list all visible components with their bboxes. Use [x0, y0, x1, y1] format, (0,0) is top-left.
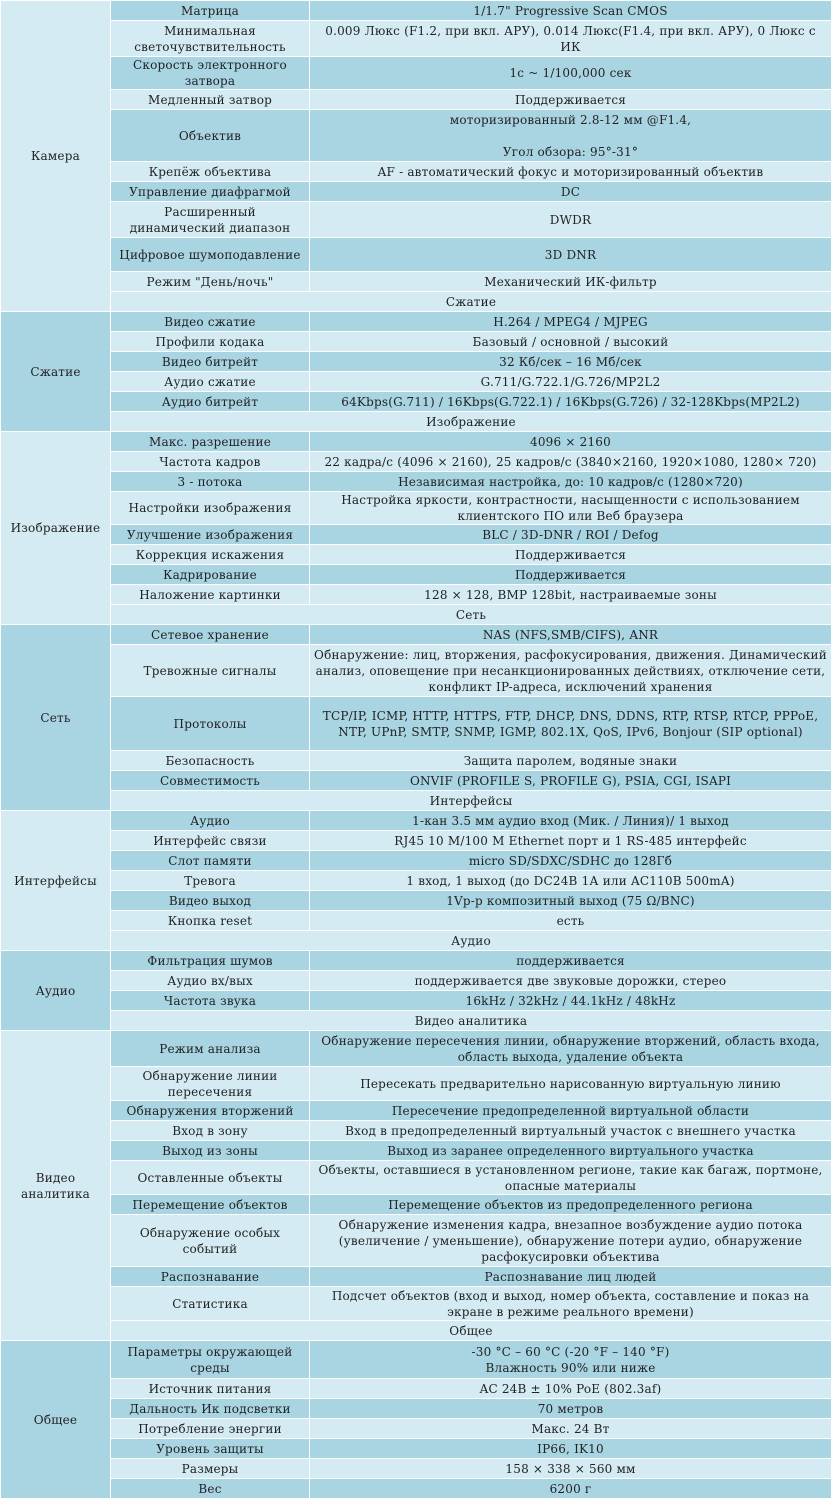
section-header: Сжатие [111, 292, 831, 312]
spec-value: Защита паролем, водяные знаки [310, 751, 831, 771]
spec-value: Обнаружение: лиц, вторжения, расфокусирования, движения. Динамический анализ, оповещение при несанкционированных действиях, отключение сети, конфликт IP-адреса, исключений хранения [310, 645, 831, 697]
spec-row [1, 1141, 831, 1161]
spec-value: Поддерживается [310, 565, 831, 585]
spec-name: Крепёж объектива [111, 162, 310, 182]
spec-name: Матрица [111, 1, 310, 21]
section-header: Видео аналитика [111, 1011, 831, 1031]
spec-value: TCP/IP, ICMP, HTTP, HTTPS, FTP, DHCP, DNS, DDNS, RTP, RTSP, RTCP, PPPoE, NTP, UPnP, SMTP, SNMP, IGMP, 802.1X, QoS, IPv6, Bonjour (SIP optional) [310, 697, 831, 751]
spec-name: Тревожные сигналы [111, 645, 310, 697]
spec-name: Управление диафрагмой [111, 182, 310, 202]
spec-name: Видео битрейт [111, 352, 310, 372]
spec-name: Обнаружения вторжений [111, 1101, 310, 1121]
section-header-row [1, 412, 831, 432]
spec-name: Уровень защиты [111, 1439, 310, 1459]
spec-value: Механический ИК-фильтр [310, 272, 831, 292]
spec-name: Профили кодака [111, 332, 310, 352]
spec-row [1, 492, 831, 525]
spec-row [1, 525, 831, 545]
spec-value: micro SD/SDXC/SDHC до 128Гб [310, 851, 831, 871]
spec-value: Объекты, оставшиеся в установленном регионе, такие как багаж, портмоне, опасные материалы [310, 1161, 831, 1195]
spec-name: Слот памяти [111, 851, 310, 871]
spec-name: Улучшение изображения [111, 525, 310, 545]
spec-value: DWDR [310, 202, 831, 238]
spec-name: Тревога [111, 871, 310, 891]
section-header-row [1, 292, 831, 312]
spec-value: Настройка яркости, контрастности, насыщенности с использованием клиентского ПО или Веб браузера [310, 492, 831, 525]
spec-name: Протоколы [111, 697, 310, 751]
spec-row [1, 57, 831, 90]
spec-row [1, 871, 831, 891]
spec-value: моторизированный 2.8-12 мм @F1.4, Угол обзора: 95°-31° [310, 110, 831, 162]
section-category: Сжатие [1, 312, 111, 432]
spec-name: Безопасность [111, 751, 310, 771]
spec-value: ONVIF (PROFILE S, PROFILE G), PSIA, CGI, ISAPI [310, 771, 831, 791]
spec-row [1, 1161, 831, 1195]
section-category: Интерфейсы [1, 811, 111, 951]
spec-row [1, 565, 831, 585]
spec-row [1, 182, 831, 202]
spec-name: 3 - потока [111, 472, 310, 492]
spec-row [1, 1479, 831, 1499]
spec-value: есть [310, 911, 831, 931]
spec-name: Настройки изображения [111, 492, 310, 525]
spec-row [1, 1341, 831, 1379]
spec-row [1, 585, 831, 605]
spec-name: Обнаружение особых событий [111, 1215, 310, 1267]
spec-name: Размеры [111, 1459, 310, 1479]
spec-row [1, 891, 831, 911]
spec-name: Видео сжатие [111, 312, 310, 332]
spec-value: поддерживается две звуковые дорожки, стерео [310, 971, 831, 991]
spec-row [1, 851, 831, 871]
section-header-row [1, 931, 831, 951]
spec-row [1, 1379, 831, 1399]
section-category: Видео аналитика [1, 1031, 111, 1341]
spec-value: 32 Кб/сек – 16 Мб/сек [310, 352, 831, 372]
section-header: Аудио [111, 931, 831, 951]
section-header-row [1, 1321, 831, 1341]
section-category: Камера [1, 1, 111, 312]
spec-value: -30 °C – 60 °C (-20 °F – 140 °F) Влажность 90% или ниже [310, 1341, 831, 1379]
section-category: Сеть [1, 625, 111, 811]
spec-name: Частота звука [111, 991, 310, 1011]
spec-row [1, 1195, 831, 1215]
spec-row [1, 312, 831, 332]
spec-name: Вес [111, 1479, 310, 1499]
spec-row [1, 1067, 831, 1101]
spec-name: Вход в зону [111, 1121, 310, 1141]
spec-row [1, 1267, 831, 1287]
section-header: Общее [111, 1321, 831, 1341]
spec-name: Оставленные объекты [111, 1161, 310, 1195]
spec-row [1, 352, 831, 372]
spec-name: Распознавание [111, 1267, 310, 1287]
spec-row [1, 162, 831, 182]
spec-row [1, 545, 831, 565]
spec-value: Независимая настройка, до: 10 кадров/с (1280×720) [310, 472, 831, 492]
spec-name: Потребление энергии [111, 1419, 310, 1439]
spec-row [1, 991, 831, 1011]
spec-row [1, 1031, 831, 1067]
spec-name: Интерфейс связи [111, 831, 310, 851]
spec-row [1, 272, 831, 292]
spec-row [1, 1215, 831, 1267]
spec-row [1, 751, 831, 771]
spec-name: Выход из зоны [111, 1141, 310, 1161]
spec-name: Скорость электронного затвора [111, 57, 310, 90]
spec-name: Сетевое хранение [111, 625, 310, 645]
spec-row [1, 645, 831, 697]
spec-row [1, 971, 831, 991]
spec-row [1, 811, 831, 831]
spec-value: Распознавание лиц людей [310, 1267, 831, 1287]
spec-value: 1/1.7" Progressive Scan CMOS [310, 1, 831, 21]
spec-name: Коррекция искажения [111, 545, 310, 565]
spec-value: G.711/G.722.1/G.726/MP2L2 [310, 372, 831, 392]
spec-row [1, 1459, 831, 1479]
spec-row [1, 452, 831, 472]
spec-name: Аудио [111, 811, 310, 831]
spec-value: Выход из заранее определенного виртуального участка [310, 1141, 831, 1161]
section-header-row [1, 791, 831, 811]
spec-name: Аудио битрейт [111, 392, 310, 412]
spec-value: 16kHz / 32kHz / 44.1kHz / 48kHz [310, 991, 831, 1011]
section-header: Изображение [111, 412, 831, 432]
spec-row [1, 625, 831, 645]
spec-value: RJ45 10 M/100 M Ethernet порт и 1 RS-485 интерфейс [310, 831, 831, 851]
spec-row [1, 1287, 831, 1321]
spec-value: NAS (NFS,SMB/CIFS), ANR [310, 625, 831, 645]
spec-name: Расширенный динамический диапазон [111, 202, 310, 238]
spec-row [1, 238, 831, 272]
spec-row [1, 951, 831, 971]
spec-row [1, 21, 831, 57]
spec-value: H.264 / MPEG4 / MJPEG [310, 312, 831, 332]
spec-value: Обнаружение пересечения линии, обнаружение вторжений, область входа, область выхода, удаление объекта [310, 1031, 831, 1067]
spec-row [1, 771, 831, 791]
spec-name: Кнопка reset [111, 911, 310, 931]
spec-row [1, 1, 831, 21]
spec-value: Обнаружение изменения кадра, внезапное возбуждение аудио потока (увеличение / уменьшение), обнаружение потери аудио, обнаружение расфокусировки объектива [310, 1215, 831, 1267]
spec-row [1, 1399, 831, 1419]
spec-row [1, 911, 831, 931]
section-header-row [1, 1011, 831, 1031]
spec-name: Аудио вх/вых [111, 971, 310, 991]
spec-name: Перемещение объектов [111, 1195, 310, 1215]
spec-value: AF - автоматический фокус и моторизированный объектив [310, 162, 831, 182]
spec-value: IP66, IK10 [310, 1439, 831, 1459]
spec-value: BLC / 3D-DNR / ROI / Defog [310, 525, 831, 545]
section-header-row [1, 605, 831, 625]
spec-row [1, 90, 831, 110]
spec-value: 1с ~ 1/100,000 сек [310, 57, 831, 90]
spec-value: Подсчет объектов (вход и выход, номер объекта, составление и показ на экране в режиме реального времени) [310, 1287, 831, 1321]
spec-value: Поддерживается [310, 90, 831, 110]
spec-row [1, 472, 831, 492]
section-category: Общее [1, 1341, 111, 1499]
spec-row [1, 697, 831, 751]
spec-value: Перемещение объектов из предопределенного региона [310, 1195, 831, 1215]
spec-row [1, 332, 831, 352]
spec-name: Макс. разрешение [111, 432, 310, 452]
spec-name: Режим анализа [111, 1031, 310, 1067]
spec-value: 22 кадра/с (4096 × 2160), 25 кадров/с (3840×2160, 1920×1080, 1280× 720) [310, 452, 831, 472]
section-category: Изображение [1, 432, 111, 625]
spec-name: Дальность Ик подсветки [111, 1399, 310, 1419]
spec-name: Частота кадров [111, 452, 310, 472]
section-header: Сеть [111, 605, 831, 625]
spec-name: Аудио сжатие [111, 372, 310, 392]
spec-value: 70 метров [310, 1399, 831, 1419]
spec-value: 1-кан 3.5 мм аудио вход (Мик. / Линия)/ 1 выход [310, 811, 831, 831]
spec-name: Фильтрация шумов [111, 951, 310, 971]
spec-row [1, 831, 831, 851]
spec-name: Источник питания [111, 1379, 310, 1399]
spec-row [1, 372, 831, 392]
spec-value: Пересечение предопределенной виртуальной области [310, 1101, 831, 1121]
spec-value: Базовый / основной / высокий [310, 332, 831, 352]
spec-row [1, 1101, 831, 1121]
spec-row [1, 110, 831, 162]
spec-row [1, 432, 831, 452]
spec-name: Видео выход [111, 891, 310, 911]
spec-name: Совместимость [111, 771, 310, 791]
spec-name: Статистика [111, 1287, 310, 1321]
spec-table-body [1, 1, 831, 1499]
spec-name: Режим "День/ночь" [111, 272, 310, 292]
spec-value: 158 × 338 × 560 мм [310, 1459, 831, 1479]
spec-name: Цифровое шумоподавление [111, 238, 310, 272]
spec-value: 6200 г [310, 1479, 831, 1499]
spec-name: Объектив [111, 110, 310, 162]
spec-name: Кадрирование [111, 565, 310, 585]
spec-value: поддерживается [310, 951, 831, 971]
spec-row [1, 392, 831, 412]
spec-value: Поддерживается [310, 545, 831, 565]
section-header: Интерфейсы [111, 791, 831, 811]
section-category: Аудио [1, 951, 111, 1031]
spec-value: AC 24В ± 10% PoE (802.3af) [310, 1379, 831, 1399]
spec-value: 64Kbps(G.711) / 16Kbps(G.722.1) / 16Kbps(G.726) / 32-128Kbps(MP2L2) [310, 392, 831, 412]
spec-row [1, 202, 831, 238]
spec-value: 0.009 Люкс (F1.2, при вкл. АРУ), 0.014 Люкс(F1.4, при вкл. АРУ), 0 Люкс с ИК [310, 21, 831, 57]
spec-row [1, 1419, 831, 1439]
spec-value: Пересекать предварительно нарисованную виртуальную линию [310, 1067, 831, 1101]
spec-name: Наложение картинки [111, 585, 310, 605]
spec-value: 128 × 128, BMP 128bit, настраиваемые зоны [310, 585, 831, 605]
spec-value: 1 вход, 1 выход (до DC24В 1А или AC110В 500mA) [310, 871, 831, 891]
spec-name: Обнаружение линии пересечения [111, 1067, 310, 1101]
spec-value: DC [310, 182, 831, 202]
spec-name: Медленный затвор [111, 90, 310, 110]
spec-value: Макс. 24 Вт [310, 1419, 831, 1439]
spec-row [1, 1121, 831, 1141]
spec-value: 3D DNR [310, 238, 831, 272]
spec-name: Минимальная светочувствительность [111, 21, 310, 57]
spec-row [1, 1439, 831, 1459]
spec-value: Вход в предопределенный виртуальный участок с внешнего участка [310, 1121, 831, 1141]
spec-name: Параметры окружающей среды [111, 1341, 310, 1379]
spec-value: 4096 × 2160 [310, 432, 831, 452]
spec-value: 1Vp-p композитный выход (75 Ω/BNC) [310, 891, 831, 911]
